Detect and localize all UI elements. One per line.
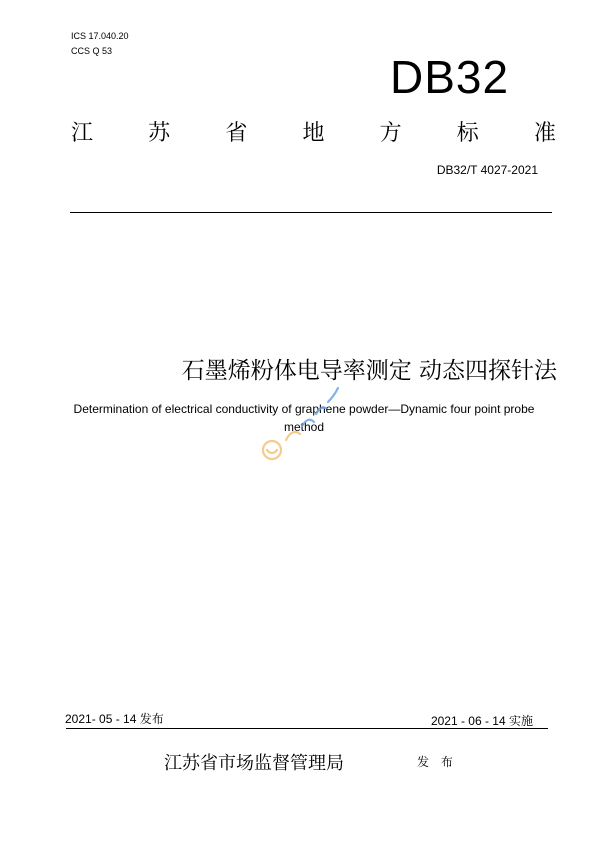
standard-prefix-code: DB32 xyxy=(390,51,510,103)
classification-char: 方 xyxy=(379,121,402,146)
classification-char: 苏 xyxy=(148,121,171,146)
standard-number: DB32/T 4027-2021 xyxy=(436,163,538,177)
issuing-label: 发 布 xyxy=(417,755,457,769)
classification-char: 江 xyxy=(71,121,94,146)
issuing-authority: 江苏省市场监督管理局 xyxy=(164,753,344,774)
ics-code: ICS 17.040.20 xyxy=(71,31,129,41)
top-divider xyxy=(70,212,552,213)
watermark-smile xyxy=(267,450,277,453)
bottom-divider xyxy=(66,728,548,729)
title-chinese: 石墨烯粉体电导率测定 动态四探针法 xyxy=(181,358,557,384)
ccs-code: CCS Q 53 xyxy=(71,46,113,56)
standard-classification xyxy=(71,116,556,147)
classification-char: 标 xyxy=(456,121,479,146)
issue-date: 2021- 05 - 14 发布 xyxy=(65,712,164,726)
classification-char: 准 xyxy=(533,121,556,146)
classification-char: 地 xyxy=(302,121,325,146)
title-english: Determination of electrical conductivity of graphene powder—Dynamic four point probe method xyxy=(73,402,535,434)
classification-char: 省 xyxy=(225,121,248,146)
watermark-ring xyxy=(263,441,281,459)
implementation-date: 2021 - 06 - 14 实施 xyxy=(430,714,533,728)
